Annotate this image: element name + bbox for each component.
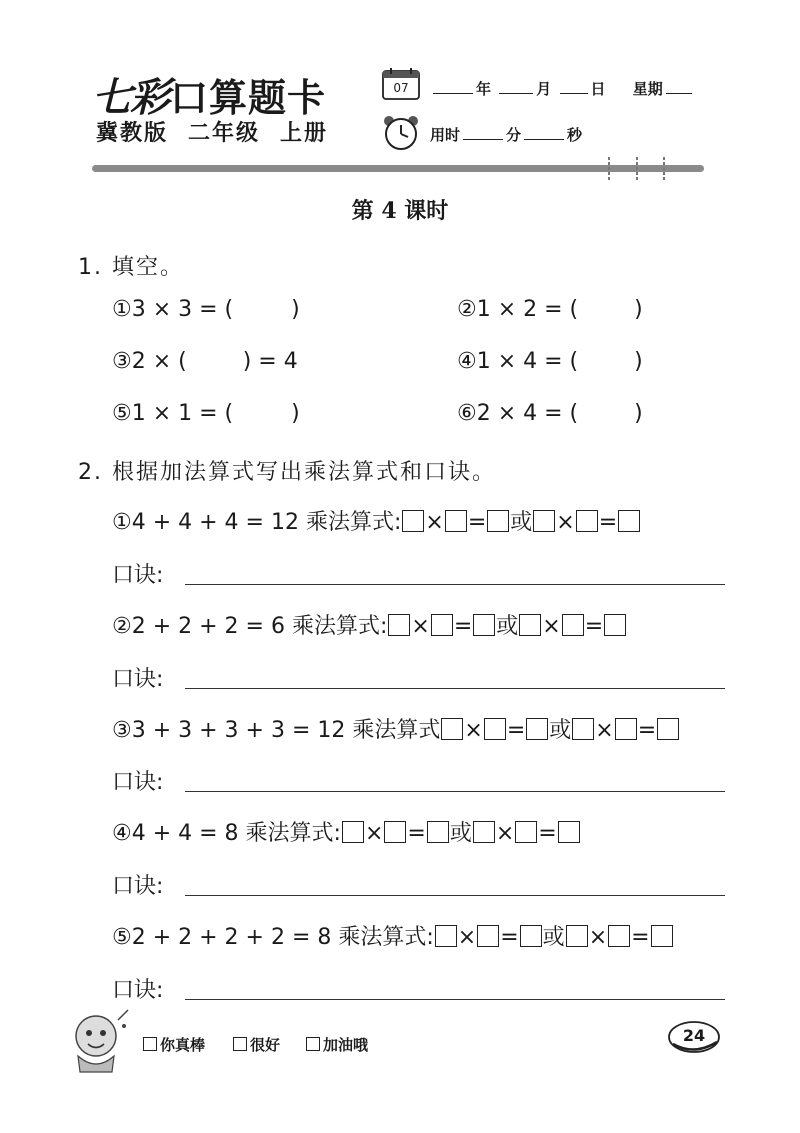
time-fields [430,124,582,145]
answer-box[interactable] [618,510,640,532]
minute-label: 分 [506,126,522,144]
answer-box[interactable] [651,925,673,947]
fill-item-3 [112,349,298,374]
binder-pin-icon [662,157,666,181]
times-sign: × [425,510,444,535]
fill-close: ) [634,349,643,374]
eval-checkbox[interactable] [233,1037,247,1051]
answer-box[interactable] [558,821,580,843]
equal-sign: = [631,925,650,950]
answer-box[interactable] [484,718,506,740]
eval-option-good[interactable] [233,1034,280,1055]
alarm-clock-icon [381,113,421,151]
answer-box[interactable] [515,821,537,843]
equal-sign: = [538,821,557,846]
time-used-label: 用时 [430,126,461,144]
or-word: 或 [510,510,533,535]
times-sign: × [556,510,575,535]
brand-title [92,66,326,123]
equal-sign: = [506,718,526,743]
koujue-answer-line[interactable] [185,584,725,585]
answer-box[interactable] [576,510,598,532]
or-word: 或 [549,718,572,743]
fill-expression: ②1 × 2 = ( [457,297,579,322]
times-sign: × [588,925,608,950]
fill-expression: ①3 × 3 = ( [112,297,234,322]
times-sign: × [411,614,430,639]
question-2-title: 2. 根据加法算式写出乘法算式和口诀。 [78,460,496,485]
times-sign: × [595,718,614,743]
second-blank[interactable] [524,125,564,140]
fill-expression: ⑥2 × 4 = ( [457,401,579,426]
answer-box[interactable] [431,614,453,636]
weekday-label: 星期 [632,80,663,98]
second-label: 秒 [567,126,583,144]
fill-close: ) [634,297,643,322]
minute-blank[interactable] [463,125,503,140]
answer-box[interactable] [388,614,410,636]
answer-box[interactable] [608,925,630,947]
mult-item-2 [112,609,627,640]
koujue-label: 口诀: [112,667,164,692]
koujue-answer-line[interactable] [185,688,725,689]
or-word: 或 [542,925,565,950]
equal-sign: = [467,510,487,535]
eval-checkbox[interactable] [143,1037,157,1051]
date-fields [430,78,695,99]
month-label: 月 [536,80,552,98]
answer-box[interactable] [435,925,457,947]
month-blank[interactable] [499,79,533,94]
fill-close: ) = 4 [242,349,298,374]
question-1-title: 1. 填空。 [78,255,184,280]
answer-box[interactable] [384,821,406,843]
mult-item-5 [112,920,674,951]
answer-box[interactable] [657,718,679,740]
answer-box[interactable] [566,925,588,947]
edition-info [96,116,348,147]
answer-box[interactable] [487,510,509,532]
eval-checkbox[interactable] [306,1037,320,1051]
koujue-label: 口诀: [112,563,164,588]
answer-box[interactable] [473,821,495,843]
year-label: 年 [476,80,492,98]
brand-name: 口算题卡 [170,76,327,120]
or-word: 或 [449,821,472,846]
answer-box[interactable] [473,614,495,636]
answer-box[interactable] [562,614,584,636]
answer-box[interactable] [526,718,548,740]
koujue-answer-line[interactable] [185,895,725,896]
equal-sign: = [637,718,657,743]
eval-label: 很好 [250,1036,281,1054]
eval-label: 你真棒 [160,1036,206,1054]
or-word: 或 [496,614,519,639]
times-sign: × [364,821,384,846]
fill-item-5 [112,401,300,426]
fill-item-2 [457,297,643,322]
times-sign: × [464,718,483,743]
koujue-answer-line[interactable] [185,999,725,1000]
fill-close: ) [291,401,300,426]
answer-box[interactable] [427,821,449,843]
equal-sign: = [453,614,473,639]
addition-expression: ④4 + 4 = 8 乘法算式: [112,821,341,846]
mult-item-1 [112,505,641,536]
edition-grade: 二年级 [188,121,261,146]
equal-sign: = [500,925,519,950]
addition-expression: ③3 + 3 + 3 + 3 = 12 乘法算式 [112,718,441,743]
page-number: 24 [682,1026,706,1045]
times-sign: × [495,821,515,846]
page-number-badge [667,1020,721,1054]
addition-expression: ①4 + 4 + 4 = 12 乘法算式: [112,510,402,535]
eval-option-keep-trying[interactable] [306,1034,368,1055]
fill-item-4 [457,349,643,374]
fill-close: ) [291,297,300,322]
fill-expression: ⑤1 × 1 = ( [112,401,234,426]
addition-expression: ⑤2 + 2 + 2 + 2 = 8 乘法算式: [112,925,434,950]
fill-expression: ④1 × 4 = ( [457,349,579,374]
koujue-label: 口诀: [112,874,164,899]
times-sign: × [542,614,561,639]
header-divider-bar [92,165,704,172]
edition-publisher: 冀教版 [96,121,169,146]
fill-close: ) [634,401,643,426]
eval-label: 加油哦 [323,1036,369,1054]
times-sign: × [457,925,477,950]
day-blank[interactable] [560,79,588,94]
koujue-label: 口诀: [112,770,164,795]
equal-sign: = [407,821,426,846]
binder-pin-icon [607,157,611,181]
answer-box[interactable] [441,718,463,740]
answer-box[interactable] [402,510,424,532]
fill-item-6 [457,401,643,426]
day-label: 日 [590,80,606,98]
equal-sign: = [598,510,618,535]
calendar-icon [381,67,421,101]
answer-box[interactable] [519,614,541,636]
weekday-blank[interactable] [666,79,692,94]
koujue-label: 口诀: [112,978,164,1003]
year-blank[interactable] [433,79,473,94]
mult-item-3 [112,713,680,744]
addition-expression: ②2 + 2 + 2 = 6 乘法算式: [112,614,388,639]
answer-box[interactable] [342,821,364,843]
lesson-title: 第 4 课时 [351,198,449,224]
answer-box[interactable] [572,718,594,740]
fill-item-1 [112,297,300,322]
eval-option-great[interactable] [143,1034,205,1055]
brand-qicai: 七彩 [92,74,168,121]
fill-expression: ③2 × ( [112,349,187,374]
equal-sign: = [584,614,604,639]
answer-box[interactable] [445,510,467,532]
answer-box[interactable] [520,925,542,947]
answer-box[interactable] [615,718,637,740]
answer-box[interactable] [604,614,626,636]
mult-item-4 [112,816,581,847]
binder-pin-icon [635,157,639,181]
mascot-icon [62,1006,134,1076]
calendar-day: 07 [393,81,409,95]
answer-box[interactable] [477,925,499,947]
koujue-answer-line[interactable] [185,791,725,792]
edition-volume: 上册 [280,121,329,146]
answer-box[interactable] [533,510,555,532]
